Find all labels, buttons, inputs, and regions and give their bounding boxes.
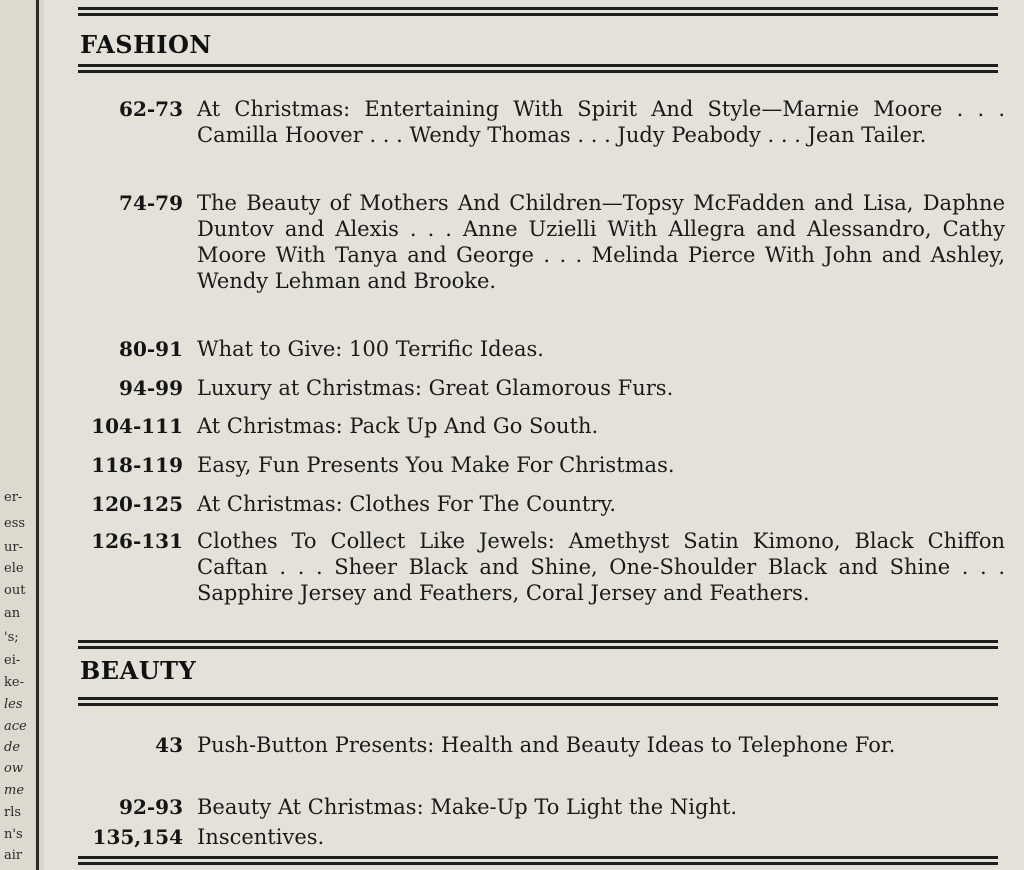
entry-text: At Christmas: Pack Up And Go South.: [197, 414, 599, 438]
page-range: 80-91: [119, 337, 183, 361]
margin-fragment: ace: [4, 719, 27, 734]
toc-entry: [78, 413, 1008, 439]
entry-text: Clothes To Collect Like Jewels: Amethyst Satin Kimono, Black Chiffon Caftan . . . Sheer Black and Shine, One-Shoulder Black and Shine . . . Sapphire Jersey and Feathers, Coral Jersey and Feathers.: [197, 529, 1005, 605]
margin-fragment: rls: [4, 805, 22, 820]
toc-entry: [78, 732, 1008, 758]
page-range: 94-99: [119, 376, 183, 400]
margin-fragment: n's: [4, 827, 23, 842]
toc-entry: [78, 452, 1008, 478]
margin-fragment: air: [4, 848, 23, 863]
page-range: 118-119: [91, 453, 183, 477]
margin-fragment: me: [4, 783, 25, 798]
margin-fragment: ei-: [4, 653, 21, 668]
toc-entry: [78, 190, 1008, 294]
margin-fragment: out: [4, 583, 26, 598]
column-divider: [36, 0, 39, 870]
margin-fragment: ess: [4, 516, 26, 531]
adjacent-page-margin: [0, 0, 34, 870]
margin-fragment: ele: [4, 561, 24, 576]
page-range: 104-111: [91, 414, 183, 438]
entry-text: Beauty At Christmas: Make-Up To Light the Night.: [197, 795, 738, 819]
margin-fragment: 's;: [4, 630, 19, 645]
entry-text: Inscentives.: [197, 825, 325, 849]
toc-entry: [78, 528, 1008, 606]
margin-fragment: er-: [4, 490, 23, 505]
toc-entry: [78, 794, 1008, 820]
toc-entry: [78, 491, 1008, 517]
toc-entry: [78, 336, 1008, 362]
toc-entry: [78, 375, 1008, 401]
margin-fragment: de: [4, 740, 21, 755]
page-range: 92-93: [119, 795, 183, 819]
page-range: 74-79: [119, 191, 183, 215]
margin-fragment: les: [4, 697, 23, 712]
section-rule-bottom: [78, 697, 998, 706]
entry-text: Luxury at Christmas: Great Glamorous Furs.: [197, 376, 674, 400]
section-rule-bottom: [78, 64, 998, 73]
margin-fragment: ke-: [4, 675, 24, 690]
entry-text: The Beauty of Mothers And Children—Topsy McFadden and Lisa, Daphne Duntov and Alexis . . . Anne Uzielli With Allegra and Alessandro, Cathy Moore With Tanya and George . . . Melinda Pierce With John and Ashley, Wendy Lehman and Brooke.: [197, 191, 1005, 293]
page-range: 126-131: [91, 529, 183, 553]
entry-text: Easy, Fun Presents You Make For Christmas.: [197, 453, 675, 477]
margin-fragment: ur-: [4, 540, 23, 555]
page-range: 120-125: [91, 492, 183, 516]
page-range: 135,154: [92, 825, 183, 849]
margin-fragment: an: [4, 606, 21, 621]
entry-text: At Christmas: Clothes For The Country.: [197, 492, 617, 516]
section-rule-bottom: [78, 856, 998, 865]
margin-fragment: ow: [4, 761, 23, 776]
page-range: 43: [155, 733, 183, 757]
entry-text: Push-Button Presents: Health and Beauty Ideas to Telephone For.: [197, 733, 896, 757]
toc-entry: [78, 824, 1008, 850]
page-range: 62-73: [119, 97, 183, 121]
toc-entry: [78, 96, 1008, 148]
entry-text: What to Give: 100 Terrific Ideas.: [197, 337, 544, 361]
entry-text: At Christmas: Entertaining With Spirit And Style—Marnie Moore . . . Camilla Hoover . . . Wendy Thomas . . . Judy Peabody . . . Jean Tailer.: [197, 97, 1005, 147]
beauty-heading: BEAUTY: [80, 656, 197, 685]
fashion-heading: FASHION: [80, 30, 212, 59]
section-rule-top: [78, 640, 998, 649]
section-rule-top: [78, 7, 998, 16]
